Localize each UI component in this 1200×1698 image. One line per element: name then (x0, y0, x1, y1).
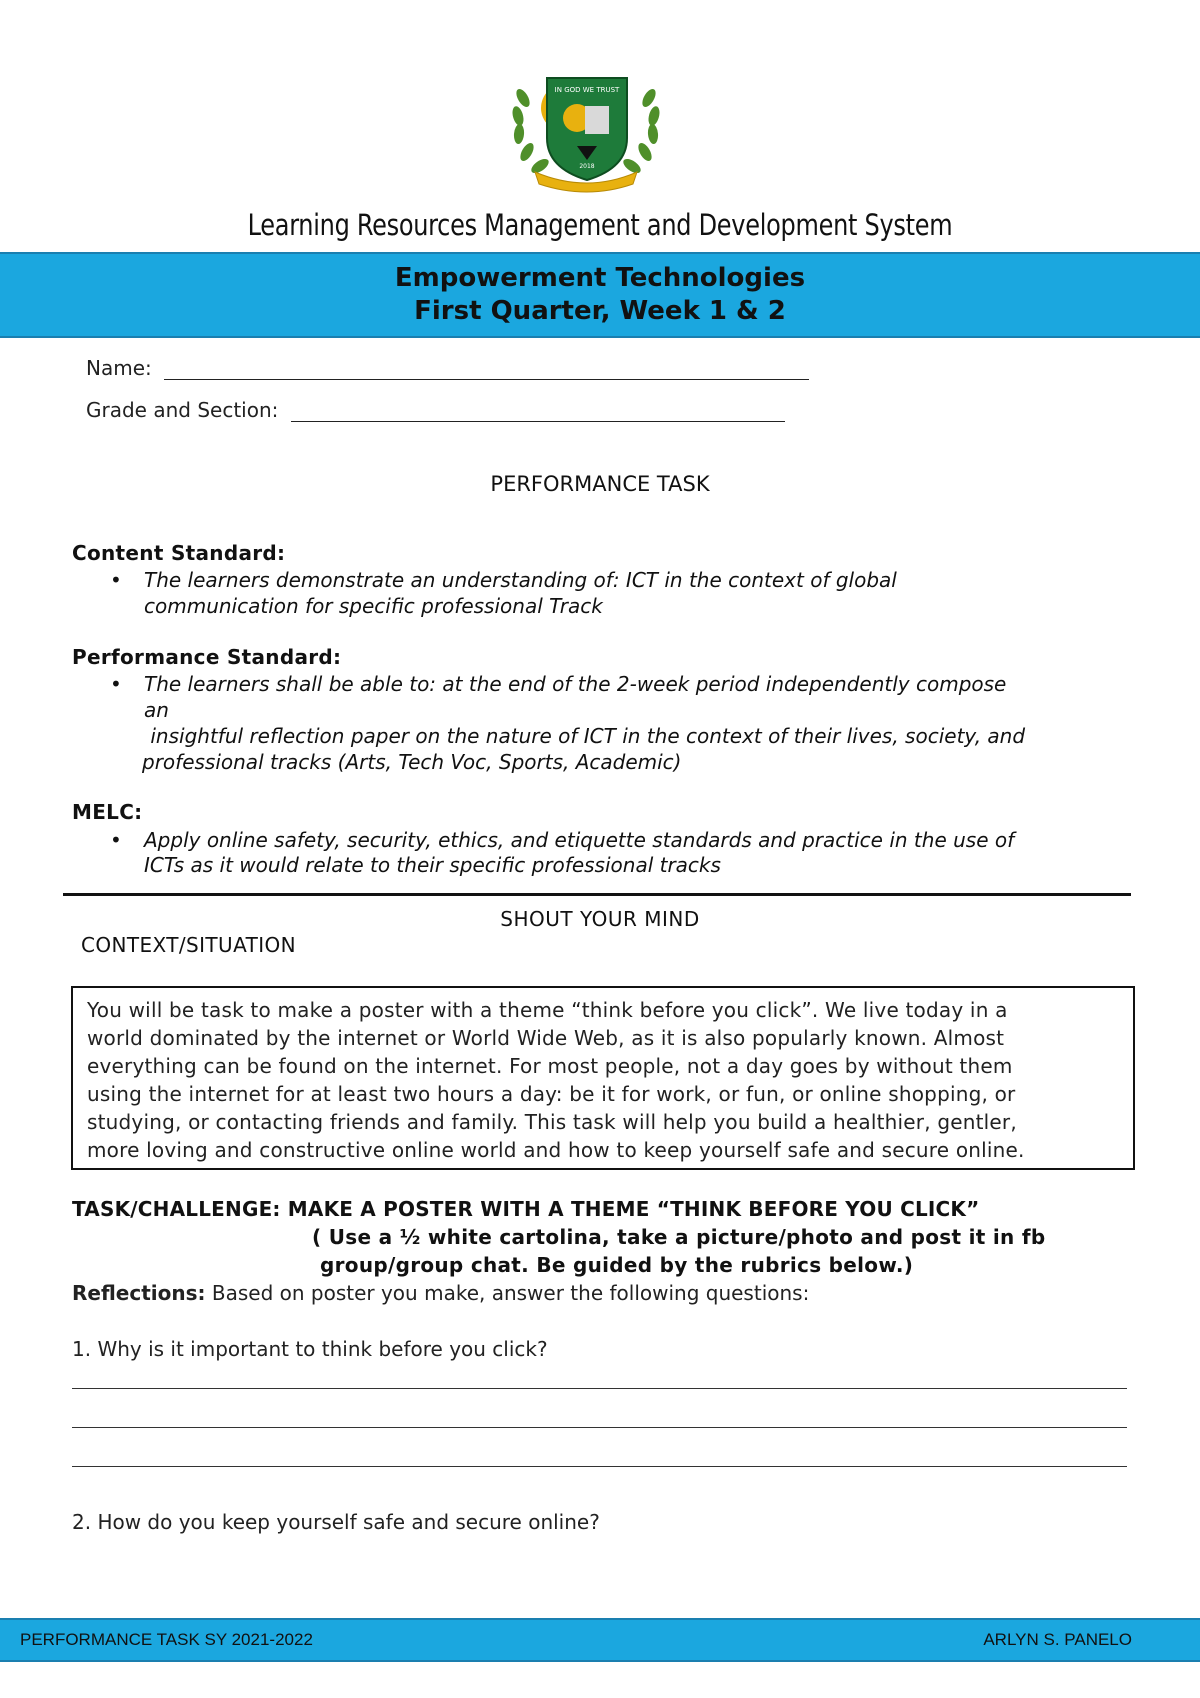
quarter-week: First Quarter, Week 1 & 2 (414, 296, 786, 326)
shout-your-mind-title: SHOUT YOUR MIND (500, 907, 700, 931)
subject-title: Empowerment Technologies (394, 263, 806, 293)
context-line: studying, or contacting friends and family. This task will help you build a healthier, gentler, (87, 1110, 1017, 1134)
content-standard-heading: Content Standard: (72, 541, 286, 565)
footer-bar (0, 1618, 1200, 1662)
performance-standard-line4: professional tracks (Arts, Tech Voc, Sports, Academic) (142, 750, 682, 774)
context-line: You will be task to make a poster with a theme “think before you click”. We live today in a (87, 998, 1008, 1022)
context-heading: CONTEXT/SITUATION (81, 933, 297, 957)
seal-year: 2018 (579, 163, 595, 170)
task-note-line2: group/group chat. Be guided by the rubrics below.) (320, 1253, 914, 1277)
performance-standard-line3: insightful reflection paper on the nature of ICT in the context of their lives, society, and (144, 724, 1026, 748)
footer-left: PERFORMANCE TASK SY 2021-2022 (20, 1630, 313, 1649)
reflections-text: Based on poster you make, answer the following questions: (205, 1281, 810, 1305)
question-2: 2. How do you keep yourself safe and secure online? (72, 1510, 600, 1534)
context-box (71, 986, 1135, 1170)
bullet-icon: • (110, 672, 122, 696)
subject-banner (0, 252, 1200, 338)
content-standard-line2: communication for specific professional Track (144, 594, 603, 618)
reflections-intro (72, 1281, 809, 1305)
seal-motto: IN GOD WE TRUST (554, 86, 620, 94)
answer-line-3[interactable] (72, 1466, 1127, 1467)
grade-field (86, 398, 785, 422)
performance-standard-heading: Performance Standard: (72, 645, 342, 669)
context-line: world dominated by the internet or World Wide Web, as it is also popularly known. Almost (87, 1026, 1005, 1050)
task-note-line1: ( Use a ½ white cartolina, take a picture/photo and post it in fb (312, 1225, 1046, 1249)
footer-right: ARLYN S. PANELO (983, 1630, 1132, 1649)
content-standard-line1: The learners demonstrate an understanding of: ICT in the context of global (144, 568, 897, 592)
performance-standard-line1: The learners shall be able to: at the end of the 2-week period independently compose (144, 672, 1007, 696)
melc-heading: MELC: (72, 800, 143, 824)
performance-task-title: PERFORMANCE TASK (490, 472, 710, 496)
school-seal-logo (505, 68, 667, 196)
reflections-label: Reflections: (72, 1281, 206, 1305)
name-label: Name: (86, 356, 152, 380)
grade-blank[interactable] (291, 401, 785, 422)
system-title: Learning Resources Management and Development System (247, 208, 953, 242)
melc-line2: ICTs as it would relate to their specific professional tracks (144, 853, 721, 877)
task-challenge-heading: TASK/CHALLENGE: MAKE A POSTER WITH A THEME “THINK BEFORE YOU CLICK” (72, 1197, 980, 1221)
bullet-icon: • (110, 568, 122, 592)
context-line: using the internet for at least two hours a day: be it for work, or fun, or online shopping, or (87, 1082, 1016, 1106)
section-divider (63, 893, 1131, 896)
answer-line-2[interactable] (72, 1427, 1127, 1428)
name-field (86, 356, 809, 380)
name-blank[interactable] (164, 359, 809, 380)
context-line: everything can be found on the internet. For most people, not a day goes by without them (87, 1054, 1013, 1078)
melc-line1: Apply online safety, security, ethics, and etiquette standards and practice in the use of (144, 828, 1015, 852)
answer-line-1[interactable] (72, 1388, 1127, 1389)
grade-label: Grade and Section: (86, 398, 279, 422)
performance-standard-line2: an (144, 698, 169, 722)
question-1: 1. Why is it important to think before you click? (72, 1337, 548, 1361)
bullet-icon: • (110, 828, 122, 852)
context-line: more loving and constructive online world and how to keep yourself safe and secure online. (87, 1138, 1025, 1162)
